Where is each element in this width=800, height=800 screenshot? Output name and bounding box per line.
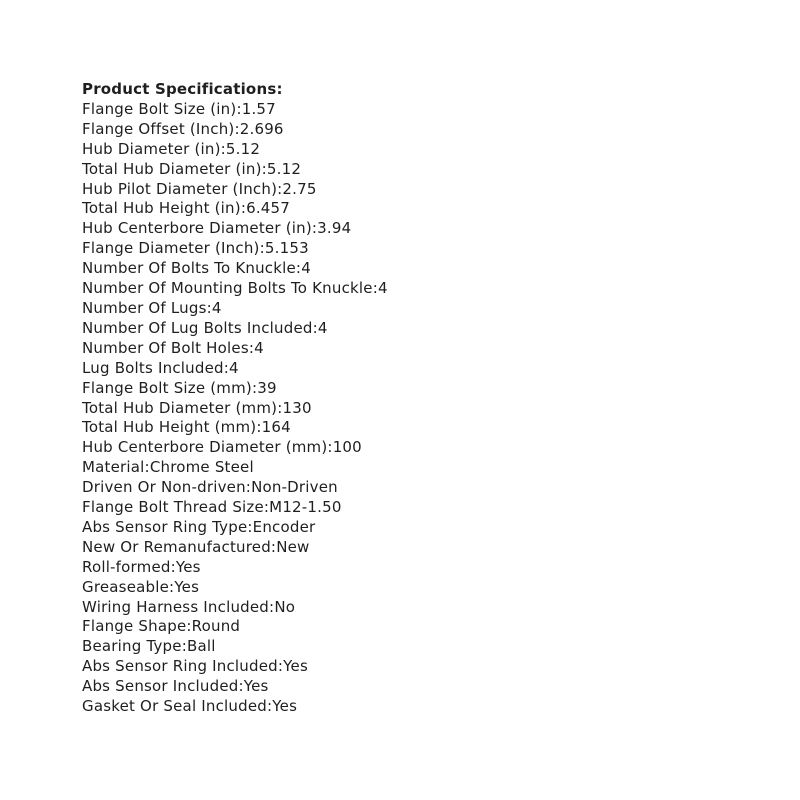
- spec-colon: :: [234, 119, 240, 138]
- spec-colon: :: [248, 338, 255, 357]
- spec-colon: :: [277, 657, 284, 676]
- spec-line: [82, 239, 762, 259]
- spec-value: Round: [191, 617, 241, 636]
- spec-label: Number Of Lug Bolts Included: [82, 318, 313, 337]
- spec-line: [82, 478, 762, 498]
- spec-colon: :: [238, 677, 244, 696]
- spec-line: [82, 120, 762, 140]
- spec-line: [82, 458, 762, 478]
- spec-value: 4: [317, 318, 328, 337]
- spec-colon: :: [169, 577, 175, 596]
- spec-line: [82, 438, 762, 458]
- spec-line: [82, 379, 762, 399]
- spec-label: Abs Sensor Ring Type: [82, 517, 248, 536]
- spec-value: Encoder: [252, 517, 316, 536]
- spec-value: 4: [377, 279, 388, 298]
- spec-list: [82, 100, 762, 717]
- spec-colon: :: [236, 99, 242, 118]
- spec-colon: :: [372, 279, 378, 298]
- spec-colon: :: [256, 418, 262, 437]
- spec-label: Bearing Type: [82, 637, 182, 656]
- spec-colon: :: [144, 458, 150, 477]
- spec-colon: :: [247, 517, 253, 536]
- spec-line: [82, 160, 762, 180]
- spec-line: [82, 657, 762, 677]
- spec-line: [82, 518, 762, 538]
- spec-line: [82, 299, 762, 319]
- spec-colon: :: [251, 378, 258, 397]
- spec-line: [82, 418, 762, 438]
- spec-value: 1.57: [241, 99, 276, 118]
- spec-value: No: [274, 597, 296, 616]
- spec-colon: :: [295, 259, 302, 278]
- spec-colon: :: [259, 239, 265, 258]
- spec-label: Gasket Or Seal Included: [82, 697, 268, 716]
- spec-label: Roll-formed: [82, 557, 171, 576]
- spec-value: 5.12: [225, 139, 261, 158]
- spec-label: Hub Diameter (in): [82, 139, 221, 158]
- spec-value: 5.12: [266, 159, 302, 178]
- spec-label: Flange Bolt Size (mm): [82, 378, 252, 397]
- spec-label: Material: [82, 458, 145, 477]
- spec-line: [82, 259, 762, 279]
- spec-line: [82, 279, 762, 299]
- spec-colon: :: [206, 298, 212, 317]
- spec-colon: :: [269, 597, 275, 616]
- spec-label: Hub Pilot Diameter (Inch): [82, 179, 278, 198]
- spec-label: Total Hub Height (mm): [82, 418, 257, 437]
- spec-line: [82, 319, 762, 339]
- spec-value: 100: [332, 438, 362, 457]
- spec-value: 2.75: [282, 179, 317, 198]
- spec-line: [82, 677, 762, 697]
- spec-value: M12-1.50: [269, 498, 342, 517]
- spec-line: [82, 697, 762, 717]
- spec-line: [82, 578, 762, 598]
- spec-value: New: [276, 537, 310, 556]
- spec-line: [82, 617, 762, 637]
- spec-value: Chrome Steel: [149, 458, 254, 477]
- spec-label: Total Hub Diameter (in): [82, 159, 262, 178]
- spec-value: 4: [228, 358, 239, 377]
- spec-value: 4: [211, 298, 222, 317]
- spec-label: Lug Bolts Included: [82, 358, 224, 377]
- spec-value: 2.696: [239, 119, 284, 138]
- spec-colon: :: [181, 637, 187, 656]
- spec-value: Ball: [186, 637, 216, 656]
- spec-value: Yes: [175, 557, 201, 576]
- spec-colon: :: [240, 199, 247, 218]
- spec-label: Total Hub Diameter (mm): [82, 398, 278, 417]
- spec-label: Total Hub Height (in): [82, 199, 241, 218]
- spec-label: Flange Bolt Thread Size: [82, 498, 264, 517]
- spec-line: [82, 180, 762, 200]
- spec-value: 130: [282, 398, 312, 417]
- spec-colon: :: [245, 478, 252, 497]
- spec-value: Yes: [272, 697, 298, 716]
- spec-label: Flange Offset (Inch): [82, 119, 235, 138]
- spec-line: [82, 498, 762, 518]
- spec-value: 4: [301, 259, 311, 278]
- spec-colon: :: [261, 159, 267, 178]
- spec-value: 3.94: [317, 219, 352, 238]
- spec-line: [82, 100, 762, 120]
- spec-colon: :: [186, 617, 192, 636]
- spec-label: Abs Sensor Ring Included: [82, 657, 278, 676]
- spec-line: [82, 399, 762, 419]
- spec-line: [82, 199, 762, 219]
- spec-value: Non-Driven: [251, 478, 338, 497]
- spec-value: 4: [254, 338, 264, 357]
- spec-line: [82, 637, 762, 657]
- spec-colon: :: [327, 438, 333, 457]
- spec-label: Number Of Lugs: [82, 298, 207, 317]
- spec-block: [82, 80, 762, 717]
- spec-colon: :: [263, 498, 270, 517]
- spec-colon: :: [220, 139, 226, 158]
- spec-label: Flange Bolt Size (in): [82, 99, 237, 118]
- spec-line: [82, 140, 762, 160]
- spec-label: Greaseable: [82, 577, 170, 596]
- spec-label: Number Of Bolt Holes: [82, 338, 249, 357]
- spec-colon: :: [267, 697, 273, 716]
- spec-label: Driven Or Non-driven: [82, 478, 246, 497]
- spec-label: Flange Diameter (Inch): [82, 239, 260, 258]
- spec-label: Hub Centerbore Diameter (mm): [82, 438, 328, 457]
- spec-value: 6.457: [246, 199, 291, 218]
- spec-label: Wiring Harness Included: [82, 597, 270, 616]
- spec-line: [82, 219, 762, 239]
- spec-value: 39: [257, 378, 277, 397]
- spec-colon: :: [277, 179, 283, 198]
- spec-label: Hub Centerbore Diameter (in): [82, 219, 312, 238]
- spec-value: Yes: [243, 677, 269, 696]
- spec-line: [82, 339, 762, 359]
- spec-colon: :: [311, 219, 318, 238]
- spec-label: Abs Sensor Included: [82, 677, 239, 696]
- spec-colon: :: [312, 318, 318, 337]
- spec-value: 5.153: [264, 239, 309, 258]
- spec-line: [82, 538, 762, 558]
- spec-value: Yes: [174, 577, 200, 596]
- spec-line: [82, 359, 762, 379]
- spec-colon: :: [277, 398, 283, 417]
- spec-colon: :: [223, 358, 229, 377]
- spec-label: New Or Remanufactured: [82, 537, 271, 556]
- spec-line: [82, 558, 762, 578]
- spec-value: Yes: [283, 657, 308, 676]
- spec-colon: :: [270, 537, 277, 556]
- spec-colon: :: [170, 557, 176, 576]
- spec-line: [82, 598, 762, 618]
- spec-label: Flange Shape: [82, 617, 187, 636]
- spec-label: Number Of Mounting Bolts To Knuckle: [82, 279, 373, 298]
- spec-title: Product Specifications:: [82, 80, 283, 98]
- spec-label: Number Of Bolts To Knuckle: [82, 259, 296, 278]
- spec-value: 164: [261, 418, 291, 437]
